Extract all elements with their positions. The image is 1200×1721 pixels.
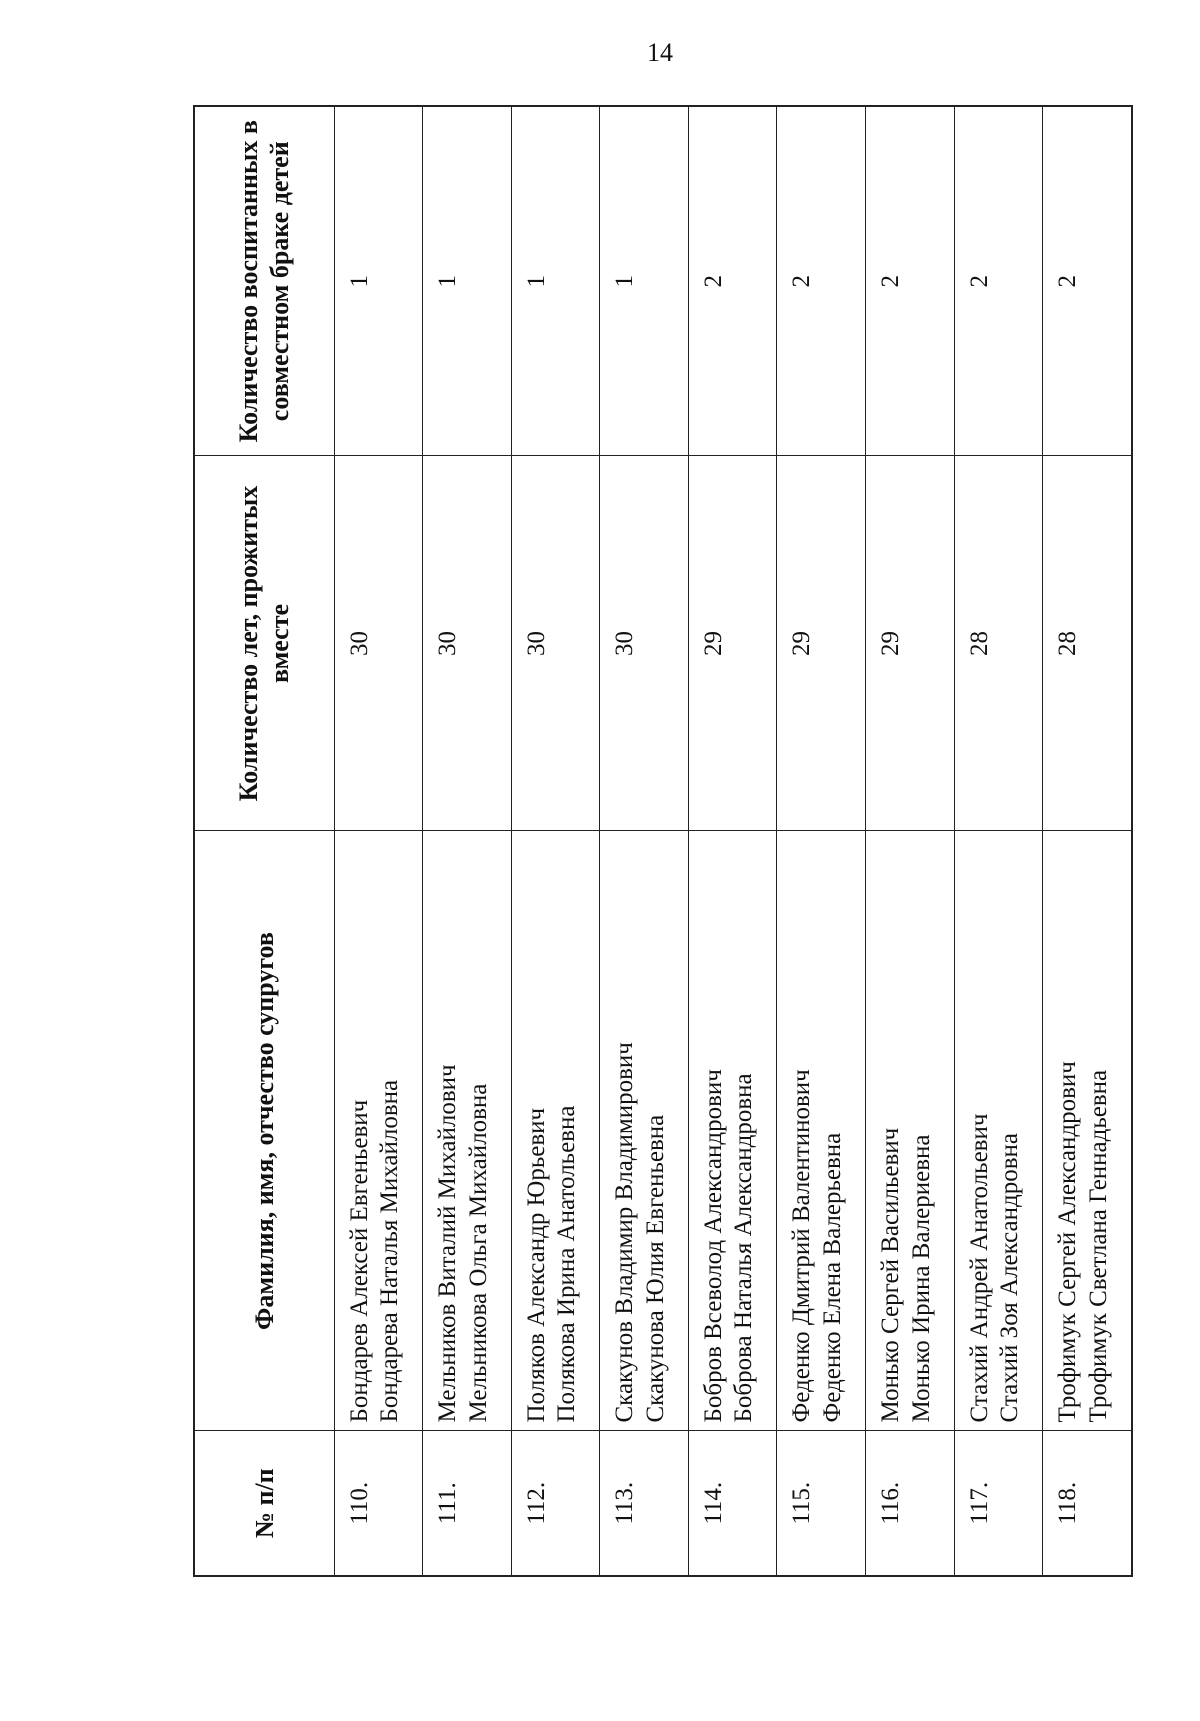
table-row	[334, 106, 423, 1576]
husband-name: Бондарев Алексей Евгеньевич	[345, 1099, 373, 1423]
husband-name: Скакунов Владимир Владимирович	[611, 1042, 639, 1423]
header-names: Фамилия, имя, отчество супругов	[194, 831, 334, 1431]
table-row	[777, 106, 866, 1576]
row-years: 30	[423, 456, 512, 831]
wife-name: Стахий Зоя Александровна	[996, 1132, 1024, 1423]
row-children: 1	[423, 106, 512, 456]
husband-name: Мельников Виталий Михайлович	[434, 1064, 462, 1423]
table-row	[1043, 106, 1132, 1576]
row-years: 30	[511, 456, 600, 831]
table-row	[688, 106, 777, 1576]
wife-name: Монько Ирина Валериевна	[907, 1134, 935, 1423]
wife-name: Мельникова Ольга Михайловна	[464, 1083, 492, 1423]
husband-name: Поляков Александр Юрьевич	[522, 1107, 550, 1423]
husband-name: Феденко Дмитрий Валентинович	[788, 1069, 816, 1423]
row-names	[688, 831, 777, 1431]
row-names	[511, 831, 600, 1431]
row-years: 30	[600, 456, 689, 831]
husband-name: Монько Сергей Васильевич	[877, 1127, 905, 1423]
header-years: Количество лет, прожитых вместе	[194, 456, 334, 831]
wife-name: Бондарева Наталья Михайловна	[376, 1079, 403, 1423]
page-number: 14	[647, 38, 673, 67]
table-row	[423, 106, 512, 1576]
table-row	[600, 106, 689, 1576]
row-number: 117.	[954, 1431, 1043, 1576]
row-number: 115.	[777, 1431, 866, 1576]
row-children: 2	[688, 106, 777, 456]
row-children: 1	[600, 106, 689, 456]
table-row	[511, 106, 600, 1576]
row-children: 2	[777, 106, 866, 456]
spouses-table	[193, 105, 1133, 1577]
wife-name: Скакунова Юлия Евгеньевна	[641, 1114, 669, 1423]
row-names	[600, 831, 689, 1431]
row-names	[866, 831, 955, 1431]
row-years: 29	[777, 456, 866, 831]
row-years: 30	[334, 456, 423, 831]
row-children: 2	[954, 106, 1043, 456]
wife-name: Боброва Наталья Александровна	[730, 1073, 758, 1423]
row-children: 2	[1043, 106, 1132, 456]
wife-name: Трофимук Светлана Геннадьевна	[1084, 1069, 1112, 1423]
row-number: 113.	[600, 1431, 689, 1576]
table-header-row	[194, 106, 334, 1576]
row-number: 111.	[423, 1431, 512, 1576]
header-children: Количество воспитанных в совместном браке детей	[194, 106, 334, 456]
row-number: 112.	[511, 1431, 600, 1576]
row-names	[423, 831, 512, 1431]
row-number: 118.	[1043, 1431, 1132, 1576]
row-years: 28	[954, 456, 1043, 831]
row-number: 116.	[866, 1431, 955, 1576]
row-years: 29	[688, 456, 777, 831]
wife-name: Феденко Елена Валерьевна	[818, 1132, 846, 1423]
wife-name: Полякова Ирина Анатольевна	[553, 1105, 581, 1423]
table-row	[866, 106, 955, 1576]
row-children: 2	[866, 106, 955, 456]
husband-name: Бобров Всеволод Александрович	[699, 1069, 727, 1423]
husband-name: Трофимук Сергей Александрович	[1054, 1061, 1082, 1423]
row-names	[777, 831, 866, 1431]
row-years: 29	[866, 456, 955, 831]
row-children: 1	[334, 106, 423, 456]
husband-name: Стахий Андрей Анатольевич	[965, 1113, 993, 1423]
row-names	[334, 831, 423, 1431]
table-row	[954, 106, 1043, 1576]
header-number: № п/п	[194, 1431, 334, 1576]
row-names	[954, 831, 1043, 1431]
row-number: 110.	[334, 1431, 423, 1576]
table-container	[193, 107, 1133, 1577]
row-names	[1043, 831, 1132, 1431]
row-children: 1	[511, 106, 600, 456]
row-years: 28	[1043, 456, 1132, 831]
row-number: 114.	[688, 1431, 777, 1576]
